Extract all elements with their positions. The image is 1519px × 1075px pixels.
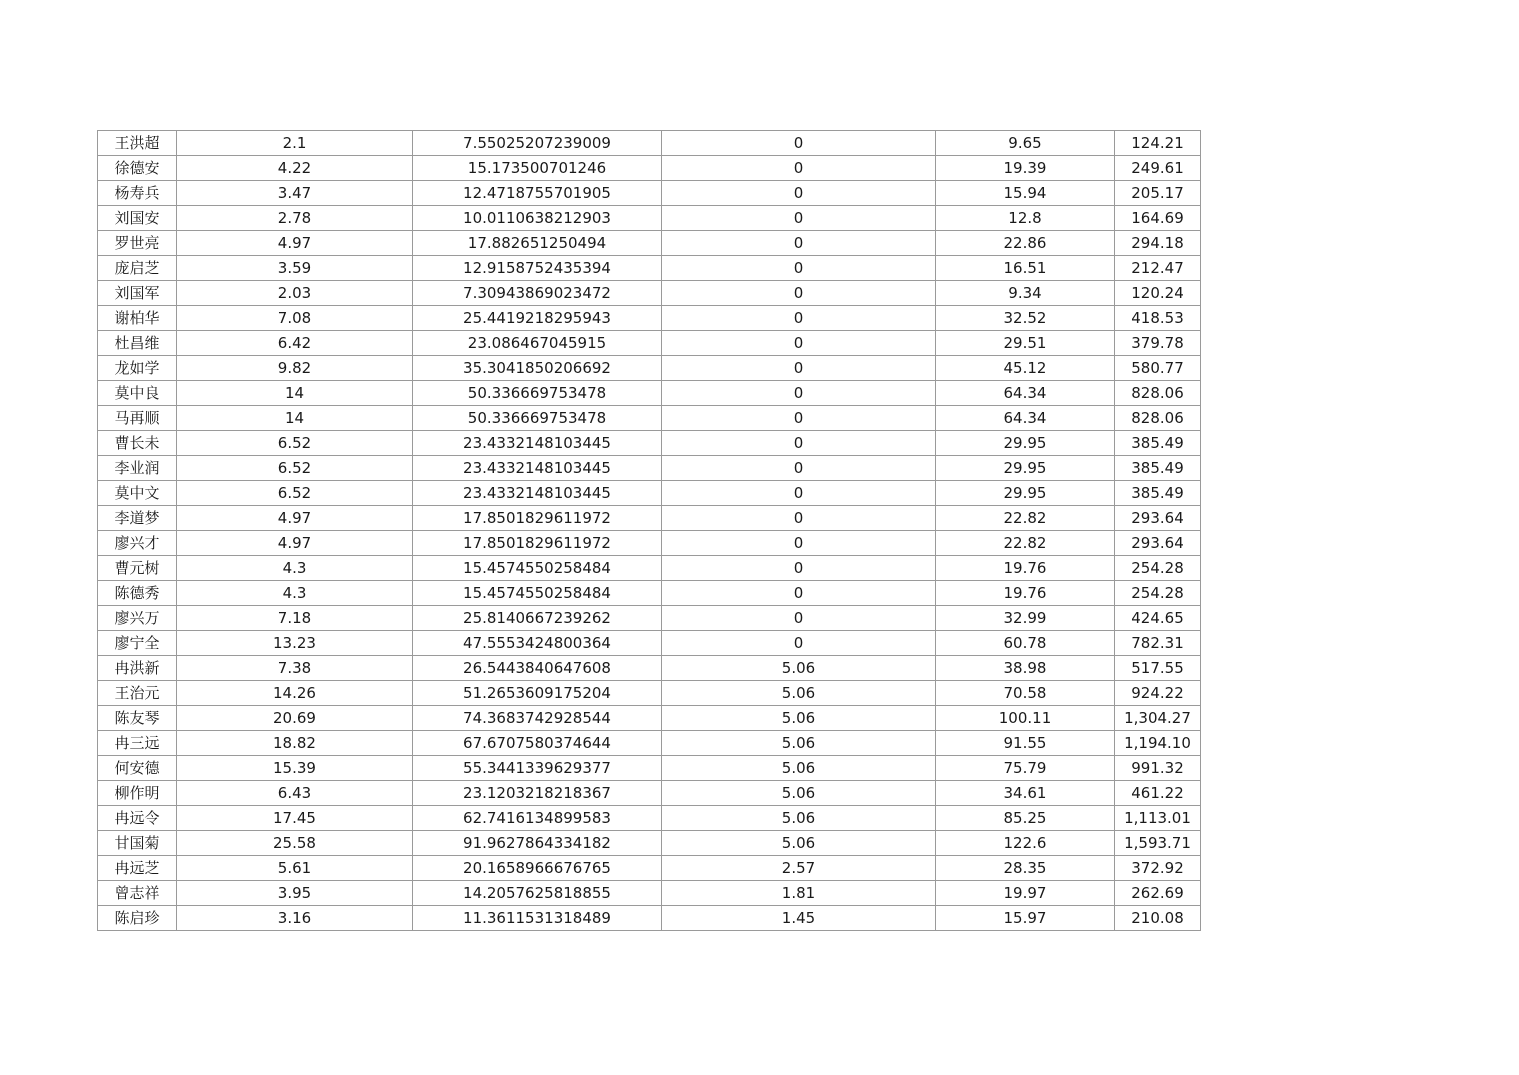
table-row xyxy=(98,831,1201,856)
table-row xyxy=(98,331,1201,356)
value-cell-3: 5.06 xyxy=(662,806,936,831)
name-cell: 廖宁全 xyxy=(98,631,177,656)
value-cell-1: 5.61 xyxy=(177,856,413,881)
table-row xyxy=(98,656,1201,681)
name-cell: 龙如学 xyxy=(98,356,177,381)
value-cell-1: 2.03 xyxy=(177,281,413,306)
total-cell: 461.22 xyxy=(1115,781,1201,806)
value-cell-2: 7.55025207239009 xyxy=(413,131,662,156)
total-cell: 293.64 xyxy=(1115,506,1201,531)
value-cell-2: 12.4718755701905 xyxy=(413,181,662,206)
table-row xyxy=(98,681,1201,706)
value-cell-1: 3.47 xyxy=(177,181,413,206)
value-cell-1: 4.22 xyxy=(177,156,413,181)
value-cell-4: 29.95 xyxy=(936,456,1115,481)
value-cell-2: 23.1203218218367 xyxy=(413,781,662,806)
value-cell-4: 28.35 xyxy=(936,856,1115,881)
value-cell-1: 14 xyxy=(177,406,413,431)
total-cell: 580.77 xyxy=(1115,356,1201,381)
value-cell-2: 23.086467045915 xyxy=(413,331,662,356)
total-cell: 424.65 xyxy=(1115,606,1201,631)
value-cell-4: 85.25 xyxy=(936,806,1115,831)
table-row xyxy=(98,506,1201,531)
value-cell-1: 4.97 xyxy=(177,506,413,531)
total-cell: 210.08 xyxy=(1115,906,1201,931)
value-cell-3: 0 xyxy=(662,331,936,356)
name-cell: 罗世亮 xyxy=(98,231,177,256)
value-cell-1: 2.78 xyxy=(177,206,413,231)
table-row xyxy=(98,206,1201,231)
total-cell: 120.24 xyxy=(1115,281,1201,306)
value-cell-4: 75.79 xyxy=(936,756,1115,781)
value-cell-3: 0 xyxy=(662,581,936,606)
total-cell: 991.32 xyxy=(1115,756,1201,781)
total-cell: 385.49 xyxy=(1115,456,1201,481)
value-cell-3: 0 xyxy=(662,156,936,181)
value-cell-1: 6.52 xyxy=(177,481,413,506)
name-cell: 冉洪新 xyxy=(98,656,177,681)
value-cell-3: 5.06 xyxy=(662,831,936,856)
table-row xyxy=(98,156,1201,181)
value-cell-2: 23.4332148103445 xyxy=(413,431,662,456)
value-cell-2: 17.8501829611972 xyxy=(413,506,662,531)
value-cell-4: 45.12 xyxy=(936,356,1115,381)
value-cell-4: 22.82 xyxy=(936,506,1115,531)
value-cell-1: 13.23 xyxy=(177,631,413,656)
value-cell-4: 34.61 xyxy=(936,781,1115,806)
value-cell-4: 91.55 xyxy=(936,731,1115,756)
value-cell-2: 91.9627864334182 xyxy=(413,831,662,856)
value-cell-1: 6.43 xyxy=(177,781,413,806)
total-cell: 1,593.71 xyxy=(1115,831,1201,856)
table-row xyxy=(98,131,1201,156)
value-cell-1: 18.82 xyxy=(177,731,413,756)
total-cell: 1,194.10 xyxy=(1115,731,1201,756)
value-cell-3: 2.57 xyxy=(662,856,936,881)
value-cell-1: 14.26 xyxy=(177,681,413,706)
value-cell-4: 9.65 xyxy=(936,131,1115,156)
value-cell-2: 74.3683742928544 xyxy=(413,706,662,731)
value-cell-2: 35.3041850206692 xyxy=(413,356,662,381)
value-cell-4: 60.78 xyxy=(936,631,1115,656)
value-cell-2: 26.5443840647608 xyxy=(413,656,662,681)
value-cell-4: 70.58 xyxy=(936,681,1115,706)
value-cell-1: 7.18 xyxy=(177,606,413,631)
value-cell-4: 9.34 xyxy=(936,281,1115,306)
table-row xyxy=(98,181,1201,206)
value-cell-3: 0 xyxy=(662,631,936,656)
total-cell: 782.31 xyxy=(1115,631,1201,656)
value-cell-2: 7.30943869023472 xyxy=(413,281,662,306)
table-row xyxy=(98,706,1201,731)
value-cell-4: 64.34 xyxy=(936,381,1115,406)
value-cell-3: 0 xyxy=(662,356,936,381)
value-cell-3: 5.06 xyxy=(662,731,936,756)
table-row xyxy=(98,481,1201,506)
table-row xyxy=(98,756,1201,781)
value-cell-1: 15.39 xyxy=(177,756,413,781)
value-cell-4: 19.76 xyxy=(936,581,1115,606)
name-cell: 柳作明 xyxy=(98,781,177,806)
value-cell-4: 22.86 xyxy=(936,231,1115,256)
value-cell-2: 15.173500701246 xyxy=(413,156,662,181)
total-cell: 254.28 xyxy=(1115,581,1201,606)
value-cell-2: 17.8501829611972 xyxy=(413,531,662,556)
name-cell: 甘国菊 xyxy=(98,831,177,856)
value-cell-3: 0 xyxy=(662,306,936,331)
value-cell-2: 47.5553424800364 xyxy=(413,631,662,656)
value-cell-3: 0 xyxy=(662,606,936,631)
value-cell-4: 64.34 xyxy=(936,406,1115,431)
value-cell-1: 14 xyxy=(177,381,413,406)
value-cell-2: 17.882651250494 xyxy=(413,231,662,256)
table-row xyxy=(98,531,1201,556)
total-cell: 212.47 xyxy=(1115,256,1201,281)
table-row xyxy=(98,256,1201,281)
total-cell: 294.18 xyxy=(1115,231,1201,256)
table-row xyxy=(98,281,1201,306)
name-cell: 谢柏华 xyxy=(98,306,177,331)
value-cell-1: 6.52 xyxy=(177,431,413,456)
name-cell: 杨寿兵 xyxy=(98,181,177,206)
value-cell-3: 1.45 xyxy=(662,906,936,931)
value-cell-2: 11.3611531318489 xyxy=(413,906,662,931)
table-row xyxy=(98,806,1201,831)
name-cell: 李业润 xyxy=(98,456,177,481)
value-cell-4: 15.94 xyxy=(936,181,1115,206)
value-cell-3: 0 xyxy=(662,431,936,456)
name-cell: 莫中文 xyxy=(98,481,177,506)
value-cell-4: 19.39 xyxy=(936,156,1115,181)
table-row xyxy=(98,906,1201,931)
value-cell-3: 0 xyxy=(662,131,936,156)
total-cell: 379.78 xyxy=(1115,331,1201,356)
value-cell-1: 6.42 xyxy=(177,331,413,356)
table-row xyxy=(98,406,1201,431)
value-cell-3: 0 xyxy=(662,381,936,406)
value-cell-2: 25.8140667239262 xyxy=(413,606,662,631)
value-cell-1: 2.1 xyxy=(177,131,413,156)
total-cell: 262.69 xyxy=(1115,881,1201,906)
data-table xyxy=(97,130,1201,931)
name-cell: 马再顺 xyxy=(98,406,177,431)
name-cell: 曹长未 xyxy=(98,431,177,456)
name-cell: 王洪超 xyxy=(98,131,177,156)
value-cell-2: 15.4574550258484 xyxy=(413,556,662,581)
value-cell-2: 50.336669753478 xyxy=(413,381,662,406)
value-cell-3: 1.81 xyxy=(662,881,936,906)
total-cell: 517.55 xyxy=(1115,656,1201,681)
value-cell-4: 19.76 xyxy=(936,556,1115,581)
value-cell-4: 15.97 xyxy=(936,906,1115,931)
total-cell: 1,304.27 xyxy=(1115,706,1201,731)
value-cell-2: 50.336669753478 xyxy=(413,406,662,431)
name-cell: 徐德安 xyxy=(98,156,177,181)
value-cell-3: 0 xyxy=(662,481,936,506)
value-cell-2: 62.7416134899583 xyxy=(413,806,662,831)
value-cell-4: 19.97 xyxy=(936,881,1115,906)
name-cell: 庞启芝 xyxy=(98,256,177,281)
value-cell-3: 0 xyxy=(662,531,936,556)
value-cell-4: 29.51 xyxy=(936,331,1115,356)
value-cell-4: 29.95 xyxy=(936,431,1115,456)
value-cell-3: 5.06 xyxy=(662,681,936,706)
value-cell-1: 20.69 xyxy=(177,706,413,731)
total-cell: 924.22 xyxy=(1115,681,1201,706)
name-cell: 杜昌维 xyxy=(98,331,177,356)
value-cell-4: 22.82 xyxy=(936,531,1115,556)
name-cell: 曾志祥 xyxy=(98,881,177,906)
name-cell: 王治元 xyxy=(98,681,177,706)
total-cell: 385.49 xyxy=(1115,481,1201,506)
table-row xyxy=(98,881,1201,906)
value-cell-4: 38.98 xyxy=(936,656,1115,681)
total-cell: 293.64 xyxy=(1115,531,1201,556)
value-cell-1: 4.97 xyxy=(177,231,413,256)
value-cell-3: 0 xyxy=(662,181,936,206)
name-cell: 刘国安 xyxy=(98,206,177,231)
table-row xyxy=(98,606,1201,631)
value-cell-1: 3.95 xyxy=(177,881,413,906)
table-row xyxy=(98,556,1201,581)
total-cell: 124.21 xyxy=(1115,131,1201,156)
name-cell: 曹元树 xyxy=(98,556,177,581)
value-cell-1: 3.16 xyxy=(177,906,413,931)
value-cell-2: 20.1658966676765 xyxy=(413,856,662,881)
name-cell: 冉远令 xyxy=(98,806,177,831)
value-cell-3: 0 xyxy=(662,206,936,231)
total-cell: 385.49 xyxy=(1115,431,1201,456)
table-row xyxy=(98,731,1201,756)
value-cell-2: 10.0110638212903 xyxy=(413,206,662,231)
name-cell: 陈德秀 xyxy=(98,581,177,606)
value-cell-2: 23.4332148103445 xyxy=(413,481,662,506)
value-cell-3: 0 xyxy=(662,281,936,306)
value-cell-3: 0 xyxy=(662,231,936,256)
value-cell-3: 5.06 xyxy=(662,781,936,806)
total-cell: 372.92 xyxy=(1115,856,1201,881)
table-row xyxy=(98,231,1201,256)
table-row xyxy=(98,356,1201,381)
value-cell-1: 7.08 xyxy=(177,306,413,331)
value-cell-2: 55.3441339629377 xyxy=(413,756,662,781)
value-cell-2: 23.4332148103445 xyxy=(413,456,662,481)
value-cell-2: 25.4419218295943 xyxy=(413,306,662,331)
table-row xyxy=(98,456,1201,481)
table-row xyxy=(98,381,1201,406)
name-cell: 刘国军 xyxy=(98,281,177,306)
value-cell-1: 6.52 xyxy=(177,456,413,481)
value-cell-1: 25.58 xyxy=(177,831,413,856)
value-cell-4: 32.99 xyxy=(936,606,1115,631)
name-cell: 冉三远 xyxy=(98,731,177,756)
value-cell-3: 0 xyxy=(662,456,936,481)
name-cell: 陈友琴 xyxy=(98,706,177,731)
value-cell-3: 0 xyxy=(662,256,936,281)
total-cell: 164.69 xyxy=(1115,206,1201,231)
value-cell-4: 29.95 xyxy=(936,481,1115,506)
total-cell: 205.17 xyxy=(1115,181,1201,206)
value-cell-2: 15.4574550258484 xyxy=(413,581,662,606)
value-cell-4: 12.8 xyxy=(936,206,1115,231)
value-cell-2: 14.2057625818855 xyxy=(413,881,662,906)
value-cell-4: 100.11 xyxy=(936,706,1115,731)
total-cell: 418.53 xyxy=(1115,306,1201,331)
table-row xyxy=(98,631,1201,656)
total-cell: 1,113.01 xyxy=(1115,806,1201,831)
name-cell: 冉远芝 xyxy=(98,856,177,881)
value-cell-4: 16.51 xyxy=(936,256,1115,281)
name-cell: 莫中良 xyxy=(98,381,177,406)
value-cell-4: 32.52 xyxy=(936,306,1115,331)
value-cell-3: 5.06 xyxy=(662,656,936,681)
value-cell-1: 4.3 xyxy=(177,581,413,606)
value-cell-2: 51.2653609175204 xyxy=(413,681,662,706)
value-cell-1: 4.97 xyxy=(177,531,413,556)
table-row xyxy=(98,856,1201,881)
value-cell-3: 5.06 xyxy=(662,756,936,781)
table-row xyxy=(98,581,1201,606)
total-cell: 828.06 xyxy=(1115,381,1201,406)
value-cell-3: 0 xyxy=(662,406,936,431)
table-row xyxy=(98,431,1201,456)
value-cell-1: 3.59 xyxy=(177,256,413,281)
value-cell-3: 0 xyxy=(662,506,936,531)
name-cell: 廖兴才 xyxy=(98,531,177,556)
name-cell: 陈启珍 xyxy=(98,906,177,931)
value-cell-1: 17.45 xyxy=(177,806,413,831)
value-cell-2: 67.6707580374644 xyxy=(413,731,662,756)
table-row xyxy=(98,781,1201,806)
total-cell: 828.06 xyxy=(1115,406,1201,431)
value-cell-1: 7.38 xyxy=(177,656,413,681)
table-body xyxy=(98,131,1201,931)
value-cell-1: 9.82 xyxy=(177,356,413,381)
value-cell-4: 122.6 xyxy=(936,831,1115,856)
name-cell: 何安德 xyxy=(98,756,177,781)
value-cell-2: 12.9158752435394 xyxy=(413,256,662,281)
name-cell: 李道梦 xyxy=(98,506,177,531)
total-cell: 254.28 xyxy=(1115,556,1201,581)
table-row xyxy=(98,306,1201,331)
total-cell: 249.61 xyxy=(1115,156,1201,181)
value-cell-3: 0 xyxy=(662,556,936,581)
value-cell-1: 4.3 xyxy=(177,556,413,581)
value-cell-3: 5.06 xyxy=(662,706,936,731)
name-cell: 廖兴万 xyxy=(98,606,177,631)
